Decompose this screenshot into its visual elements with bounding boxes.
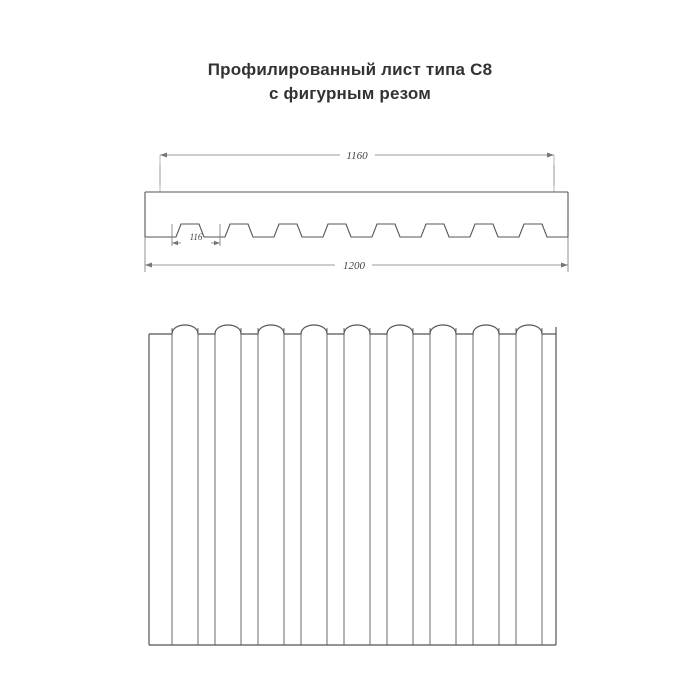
dimension-label-1160: 1160 xyxy=(346,150,368,162)
sheet-cross-section xyxy=(145,192,568,237)
dimension-label-116: 116 xyxy=(189,232,203,242)
corrugated-sheet-front-view xyxy=(149,325,556,645)
dimension-label-1200: 1200 xyxy=(343,260,365,272)
title-line-2: с фигурным резом xyxy=(268,84,432,103)
title-line-1: Профилированный лист типа С8 xyxy=(207,60,493,79)
